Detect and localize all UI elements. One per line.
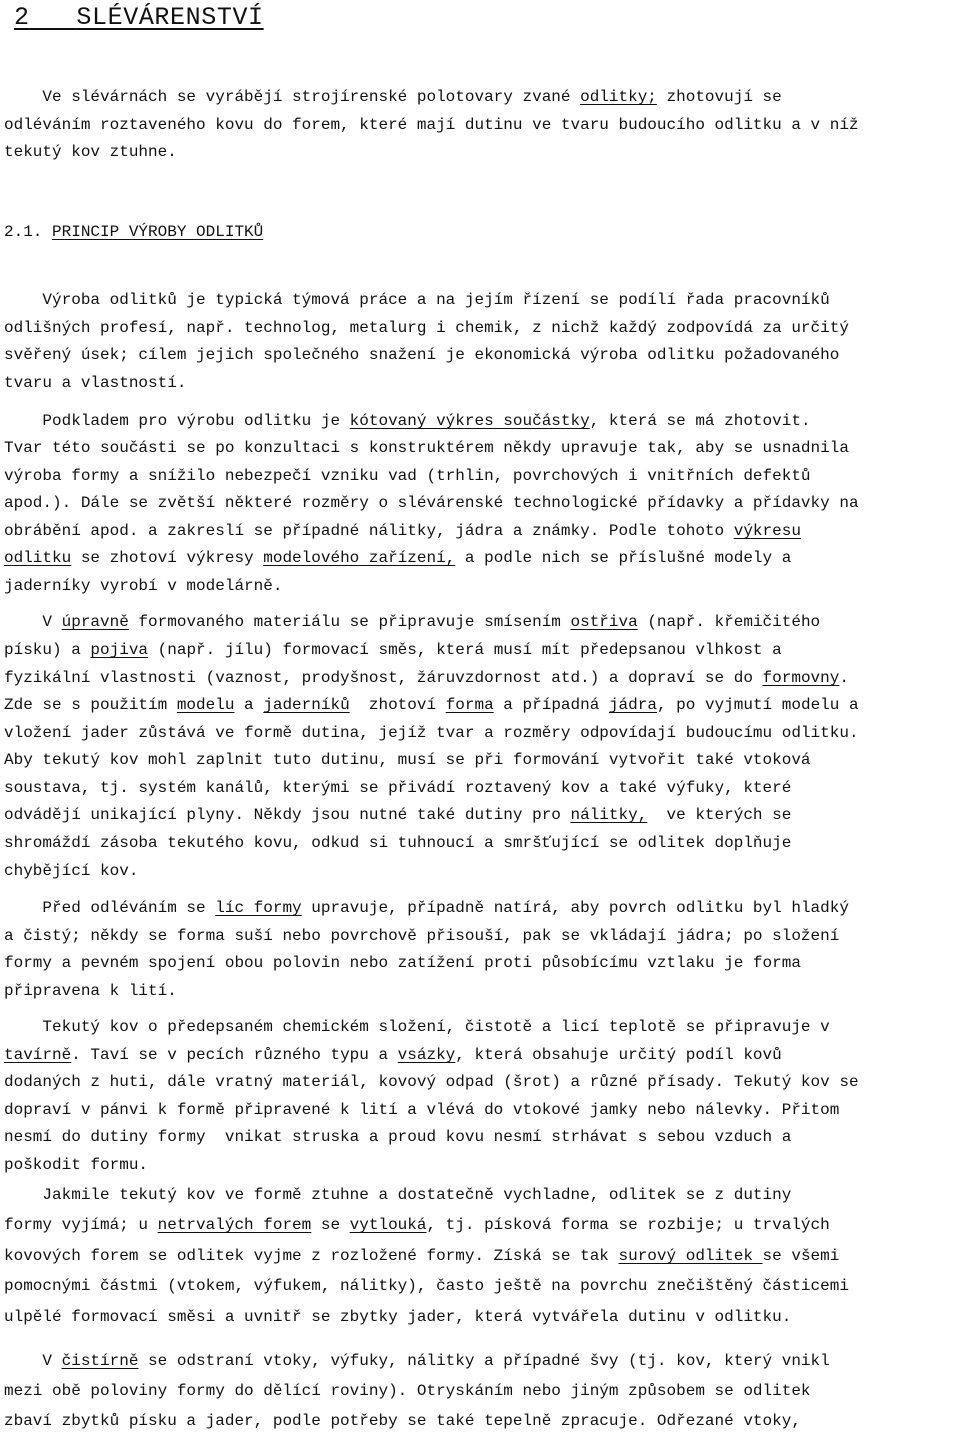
text-run: se — [311, 1216, 350, 1234]
text-run: tekutý kov ztuhne. — [4, 143, 177, 161]
underlined-term: vytlouká — [349, 1216, 427, 1234]
text-line — [4, 142, 177, 162]
text-line — [4, 981, 177, 1001]
text-line — [4, 1276, 849, 1296]
text-run: tvaru a vlastností. — [4, 374, 187, 392]
text-run: mezi obě poloviny formy do dělící roviny). Otryskáním nebo jiným způsobem se odlitek — [4, 1382, 811, 1400]
underlined-term: líc formy — [215, 899, 302, 917]
underlined-term: formovny — [762, 669, 840, 687]
text-run: nesmí do dutiny formy vnikat struska a proud kovu nesmí strhávat s sebou vzduch a — [4, 1128, 792, 1146]
text-run: písku) a — [4, 641, 91, 659]
text-run: soustava, tj. systém kanálů, kterými se přivádí roztavený kov a také výfuky, které — [4, 779, 792, 797]
text-run: ve kterých se — [647, 806, 792, 824]
text-line — [4, 833, 791, 853]
text-line — [4, 87, 782, 107]
text-line — [4, 373, 186, 393]
text-run: Výroba odlitků je typická týmová práce a na jejím řízení se podílí řada pracovníků — [4, 291, 830, 309]
text-run: zhotoví — [349, 696, 446, 714]
underlined-term: modelového zařízení, — [263, 549, 456, 567]
text-line — [4, 222, 263, 242]
underlined-term: úpravně — [61, 613, 129, 631]
underlined-term: netrvalých forem — [157, 1216, 312, 1234]
text-run: a — [234, 696, 264, 714]
text-run: odléváním roztaveného kovu do forem, které mají dutinu ve tvaru budoucího odlitku a v níž — [4, 116, 859, 134]
underlined-term: jaderníků — [263, 696, 350, 714]
text-run: vložení jader zůstává ve formě dutina, jejíž tvar a rozměry odpovídají budoucímu odlitku. — [4, 724, 859, 742]
text-line — [4, 926, 839, 946]
text-run: , která se má zhotovit. — [589, 412, 811, 430]
text-run: zbaví zbytků písku a jader, podle potřeby se také tepelně zpracuje. Odřezané vtoky, — [4, 1412, 801, 1430]
text-run: (např. křemičitého — [637, 613, 821, 631]
text-run: apod.). Dále se zvětší některé rozměry o slévárenské technologické přídavky a přídavky na — [4, 494, 859, 512]
text-run: Před odléváním se — [4, 899, 216, 917]
text-run: shromáždí zásoba tekutého kovu, odkud si tuhnoucí a smršťující se odlitek doplňuje — [4, 834, 792, 852]
underlined-term: vsázky — [397, 1046, 456, 1064]
text-run: Jakmile tekutý kov ve formě ztuhne a dostatečně vychladne, odlitek se z dutiny — [4, 1186, 792, 1204]
chapter-heading — [14, 2, 264, 34]
text-run: Zde se s použitím — [4, 696, 177, 714]
text-run: poškodit formu. — [4, 1156, 149, 1174]
text-run: a čistý; někdy se forma suší nebo povrchově přisouší, pak se vkládají jádra; po složení — [4, 927, 840, 945]
text-run: fyzikální vlastnosti (vaznost, prodyšnost, žáruvzdornost atd.) a dopraví se do — [4, 669, 763, 687]
underlined-term: pojiva — [90, 641, 149, 659]
text-line — [4, 466, 811, 486]
underlined-term: surový odlitek — [618, 1247, 763, 1265]
text-line — [4, 548, 791, 568]
text-run: připravena k lití. — [4, 982, 177, 1000]
text-run: formy a pevném spojení obou polovin nebo zatížení proti působícímu vztlaku je forma — [4, 954, 801, 972]
text-run: . Taví se v pecích různého typu a — [71, 1046, 398, 1064]
text-run: chybějící kov. — [4, 862, 139, 880]
text-run: . — [839, 669, 849, 687]
text-line — [4, 345, 839, 365]
text-line — [4, 778, 791, 798]
underlined-term: čistírně — [61, 1352, 139, 1370]
text-run: svěřený úsek; cílem jejich společného snažení je ekonomická výroba odlitku požadovaného — [4, 346, 840, 364]
text-run: dopraví v pánvi k formě připravené k lití a vlévá do vtokové jamky nebo nálevky. Přitom — [4, 1101, 840, 1119]
text-run: odvádějí unikající plyny. Někdy jsou nutné také dutiny pro — [4, 806, 571, 824]
text-line — [4, 612, 820, 632]
underlined-term: odlitku — [4, 549, 72, 567]
text-run: dodaných z huti, dále vratný materiál, kovový odpad (šrot) a různé přísady. Tekutý kov se — [4, 1073, 859, 1091]
text-run: Tekutý kov o předepsaném chemickém složení, čistotě a licí teplotě se připravuje v — [4, 1018, 830, 1036]
text-line — [4, 723, 859, 743]
text-run: Tvar této součásti se po konzultaci s konstruktérem někdy upravuje tak, aby se usnadnila — [4, 439, 849, 457]
text-line — [4, 953, 801, 973]
text-run: výroba formy a snížilo nebezpečí vzniku vad (trhlin, povrchových i vnitřních defektů — [4, 467, 811, 485]
text-run: formy vyjímá; u — [4, 1216, 158, 1234]
text-line — [4, 805, 791, 825]
text-line — [4, 1100, 839, 1120]
text-line — [4, 411, 811, 431]
text-line — [4, 1411, 801, 1431]
text-line — [4, 1246, 839, 1266]
text-run: Podkladem pro výrobu odlitku je — [4, 412, 350, 430]
text-run: zhotovují se — [656, 88, 782, 106]
text-run: a případná — [493, 696, 609, 714]
underlined-term: kótovaný výkres součástky — [349, 412, 590, 430]
text-line — [4, 1185, 791, 1205]
chapter-number: 2 — [14, 3, 30, 32]
text-run: , po vyjmutí modelu a — [656, 696, 859, 714]
text-run: se odstraní vtoky, výfuky, nálitky a případné švy (tj. kov, který vnikl — [138, 1352, 830, 1370]
text-line — [4, 861, 138, 881]
text-run: odlišných profesí, např. technolog, metalurg i chemik, z nichž každý zodpovídá za určitý — [4, 319, 849, 337]
text-run: ulpělé formovací směsi a uvnitř se zbytky jader, která vytvářela dutinu v odlitku. — [4, 1308, 792, 1326]
underlined-term: ostřiva — [570, 613, 638, 631]
text-run: jaderníky vyrobí v modelárně. — [4, 577, 283, 595]
text-line — [4, 1017, 830, 1037]
text-run: a podle nich se příslušné modely a — [455, 549, 792, 567]
text-line — [4, 1215, 830, 1235]
chapter-title: SLÉVÁRENSTVÍ — [76, 3, 264, 32]
text-line — [4, 1155, 148, 1175]
text-line — [4, 1381, 811, 1401]
text-run: (např. jílu) formovací směs, která musí mít předepsanou vlhkost a — [148, 641, 782, 659]
text-line — [4, 1351, 830, 1371]
text-run: se zhotoví výkresy — [71, 549, 264, 567]
text-run: formovaného materiálu se připravuje smísením — [128, 613, 571, 631]
text-line — [4, 318, 849, 338]
text-line — [4, 668, 849, 688]
text-line — [4, 695, 859, 715]
text-run: Ve slévárnách se vyrábějí strojírenské polotovary zvané — [4, 88, 581, 106]
underlined-term: nálitky, — [570, 806, 648, 824]
text-line — [4, 521, 801, 541]
text-run: Aby tekutý kov mohl zaplnit tuto dutinu, musí se při formování vytvořit také vtoková — [4, 751, 811, 769]
text-run: se všemi — [762, 1247, 840, 1265]
underlined-term: modelu — [176, 696, 235, 714]
text-run: upravuje, případně natírá, aby povrch odlitku byl hladký — [301, 899, 849, 917]
text-run: 2.1. — [4, 223, 53, 241]
text-run: kovových forem se odlitek vyjme z rozložené formy. Získá se tak — [4, 1247, 619, 1265]
text-line — [4, 898, 849, 918]
text-line — [4, 1072, 859, 1092]
text-line — [4, 438, 849, 458]
underlined-term: PRINCIP VÝROBY ODLITKŮ — [52, 223, 264, 241]
text-line — [4, 640, 782, 660]
text-line — [4, 750, 811, 770]
text-line — [4, 576, 282, 596]
text-line — [4, 115, 859, 135]
underlined-term: forma — [445, 696, 494, 714]
text-run: , tj. písková forma se rozbije; u trvalých — [426, 1216, 830, 1234]
text-run: pomocnými částmi (vtokem, výfukem, nálitky), často ještě na povrchu znečištěný částicemi — [4, 1277, 849, 1295]
text-line — [4, 1307, 791, 1327]
underlined-term: výkresu — [733, 522, 801, 540]
underlined-term: tavírně — [4, 1046, 72, 1064]
text-run: , která obsahuje určitý podíl kovů — [455, 1046, 782, 1064]
text-run: V — [4, 613, 62, 631]
text-line — [4, 1045, 782, 1065]
text-line — [4, 1127, 791, 1147]
text-line — [4, 290, 830, 310]
text-line — [4, 493, 859, 513]
text-run: V — [4, 1352, 62, 1370]
text-run: obrábění apod. a zakreslí se případné nálitky, jádra a známky. Podle tohoto — [4, 522, 734, 540]
underlined-term: odlitky; — [580, 88, 657, 106]
underlined-term: jádra — [608, 696, 657, 714]
